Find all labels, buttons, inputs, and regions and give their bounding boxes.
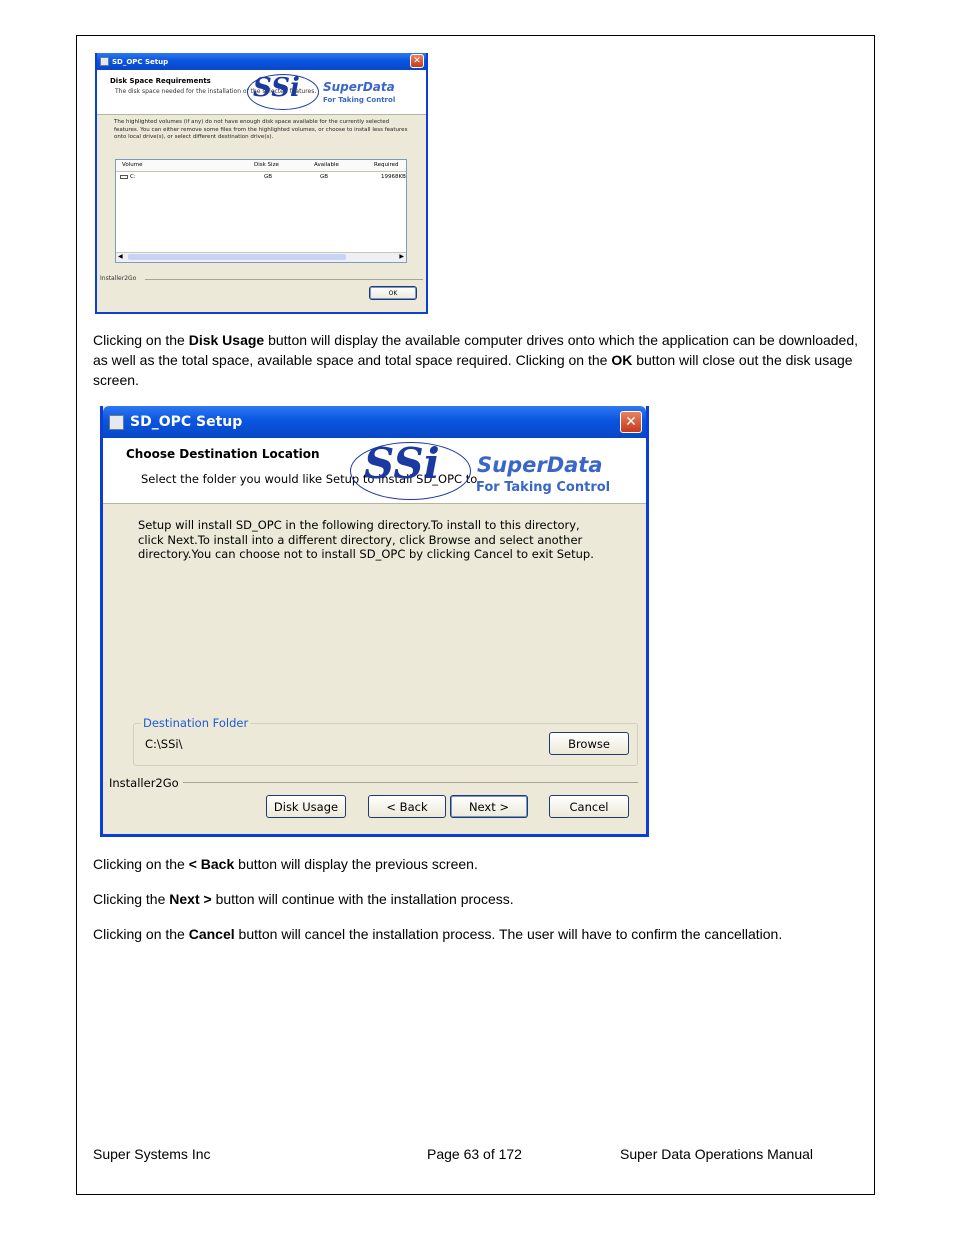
footer-company: Super Systems Inc xyxy=(93,1146,211,1162)
bottom-separator xyxy=(183,782,638,783)
scroll-thumb[interactable] xyxy=(128,254,346,260)
close-icon[interactable]: ✕ xyxy=(410,54,424,68)
disk-space-window-title: SD_OPC Setup xyxy=(112,57,169,66)
disk-space-header xyxy=(97,70,426,115)
ssi-logo xyxy=(243,71,423,111)
column-available[interactable]: Available xyxy=(314,162,339,168)
row-required: 19968KB xyxy=(381,174,406,180)
row-disk-size: GB xyxy=(264,174,273,180)
disk-usage-button[interactable]: Disk Usage xyxy=(266,795,346,818)
row-volume: C: xyxy=(130,174,136,180)
disk-space-dialog xyxy=(95,53,428,314)
destination-header xyxy=(103,438,646,504)
destination-window-title: SD_OPC Setup xyxy=(130,414,243,430)
footer-page-number: Page 63 of 172 xyxy=(427,1146,522,1162)
column-volume[interactable]: Volume xyxy=(122,162,143,168)
logo-tagline: For Taking Control xyxy=(323,96,396,104)
disk-space-header-subtitle: The disk space needed for the installation of the selected features. xyxy=(115,88,317,95)
destination-header-subtitle: Select the folder you would like Setup to install SD_OPC to. xyxy=(141,472,481,486)
logo-tagline: For Taking Control xyxy=(476,480,611,495)
cancel-button[interactable]: Cancel xyxy=(549,795,629,818)
disk-space-header-title: Disk Space Requirements xyxy=(110,77,211,85)
logo-name: SuperData xyxy=(477,453,603,477)
logo-name: SuperData xyxy=(323,80,395,94)
destination-description: Setup will install SD_OPC in the following directory.To install to this directory, click Next.To install into a different directory, click Browse and select another directory.You can choose not to install SD_OPC by clicking Cancel to exit Setup. xyxy=(138,518,594,561)
horizontal-scrollbar[interactable] xyxy=(116,252,406,262)
volume-table[interactable] xyxy=(115,159,407,263)
next-button[interactable]: Next > xyxy=(450,795,528,818)
disk-space-title-bar[interactable] xyxy=(97,53,426,70)
column-disk-size[interactable]: Disk Size xyxy=(254,162,279,168)
row-available: GB xyxy=(320,174,329,180)
destination-dialog xyxy=(100,406,649,837)
scroll-right-icon[interactable]: ▶ xyxy=(399,253,404,260)
footer-manual-title: Super Data Operations Manual xyxy=(620,1146,813,1162)
paragraph-back: Clicking on the < Back button will display the previous screen. xyxy=(93,856,478,872)
logo-mark: SSi xyxy=(253,73,300,103)
close-icon[interactable]: ✕ xyxy=(620,411,642,433)
drive-icon xyxy=(120,175,128,179)
destination-path: C:\SSi\ xyxy=(145,737,183,751)
destination-folder-label: Destination Folder xyxy=(143,716,249,730)
destination-title-bar[interactable] xyxy=(103,406,646,438)
browse-button[interactable]: Browse xyxy=(549,732,629,755)
installer-group-label: Installer2Go xyxy=(109,776,179,790)
paragraph-cancel: Clicking on the Cancel button will cancel the installation process. The user will have to confirm the cancellation. xyxy=(93,926,783,942)
logo-mark: SSi xyxy=(364,439,440,488)
ok-button[interactable]: OK xyxy=(369,286,417,300)
paragraph-next: Clicking the Next > button will continue with the installation process. xyxy=(93,891,514,907)
back-button[interactable]: < Back xyxy=(368,795,446,818)
scroll-left-icon[interactable]: ◀ xyxy=(118,253,123,260)
destination-header-title: Choose Destination Location xyxy=(126,447,320,461)
disk-space-description: The highlighted volumes (if any) do not have enough disk space available for the currently selected features. You can either remove some files from the highlighted volumes, or choose to install less features onto local drive(s), or select different destination drive(s). xyxy=(114,119,408,140)
column-required[interactable]: Required xyxy=(374,162,399,168)
paragraph-disk-usage: Clicking on the Disk Usage button will display the available computer drives onto which the application can be downloaded, as well as the total space, available space and total space required. Clicking on the OK button will close out the disk usage screen. xyxy=(93,332,859,388)
volume-table-header xyxy=(116,160,406,172)
ssi-logo xyxy=(348,440,643,502)
bottom-separator xyxy=(145,279,423,280)
setup-app-icon xyxy=(109,415,124,430)
setup-app-icon xyxy=(100,57,109,66)
installer-group-label: Installer2Go xyxy=(100,275,137,282)
table-row[interactable] xyxy=(116,173,406,182)
